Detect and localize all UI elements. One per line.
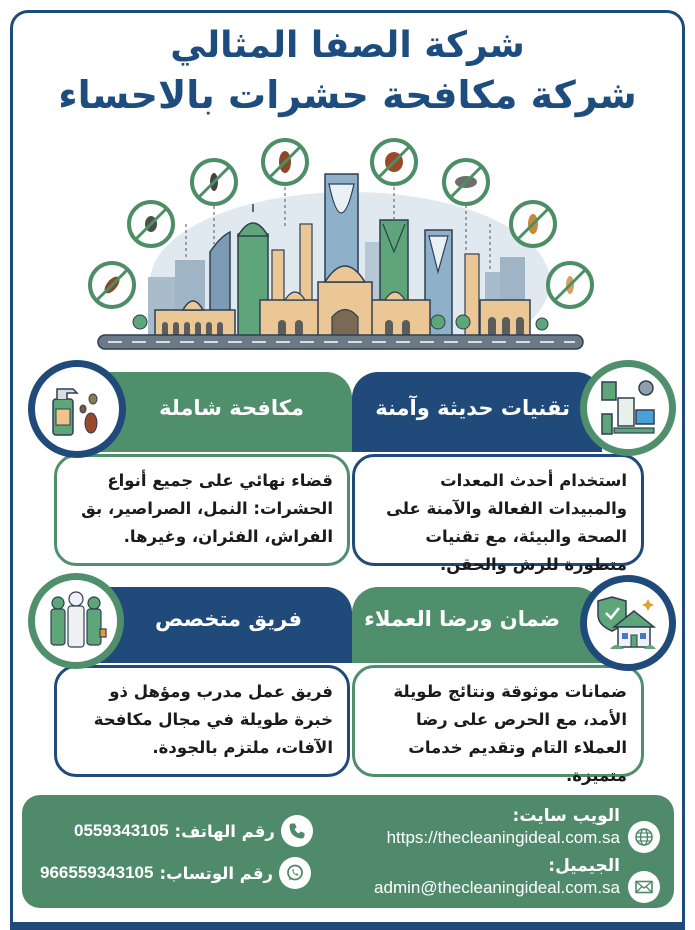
card-modern-tech: [352, 372, 672, 572]
company-tagline: شركة مكافحة حشرات بالاحساء: [58, 73, 637, 117]
card-comprehensive: [22, 372, 352, 572]
whatsapp-number[interactable]: 966559343105: [40, 863, 154, 882]
guarantee-badge: [580, 575, 676, 671]
card-title: ضمان ورضا العملاء: [364, 607, 560, 631]
team-badge: [28, 573, 124, 669]
email-link[interactable]: admin@thecleaningideal.com.sa: [374, 878, 620, 897]
contact-footer: [22, 795, 674, 908]
email-contact: [374, 851, 660, 903]
website-contact: [387, 801, 660, 853]
whatsapp-contact: [40, 857, 311, 889]
card-team: [22, 587, 352, 782]
phone-label: رقم الهاتف:: [174, 821, 275, 841]
website-label: الويب سايت:: [512, 806, 620, 826]
phone-number[interactable]: 0559343105: [74, 821, 169, 840]
card-body: قضاء نهائي على جميع أنواع الحشرات: النمل، الصراصير، بق الفراش، الفئران، وغيرها.: [54, 454, 350, 566]
bottom-border: [10, 922, 685, 930]
shield-house-icon: [596, 591, 660, 655]
equipment-badge: [580, 360, 676, 456]
card-body: ضمانات موثوقة ونتائج طويلة الأمد، مع الحرص على رضا العملاء التام وتقديم خدمات متميزة.: [352, 665, 644, 777]
spray-bottle-icon: [45, 377, 109, 441]
card-body: فريق عمل مدرب ومؤهل ذو خبرة طويلة في مجال مكافحة الآفات، ملتزم بالجودة.: [54, 665, 350, 777]
company-name: شركة الصفا المثالي: [170, 25, 525, 66]
card-title: فريق متخصص: [155, 607, 302, 631]
phone-contact: [74, 815, 313, 847]
skyline-illustration: [80, 132, 620, 350]
phone-icon: [281, 815, 313, 847]
team-icon: [44, 589, 108, 653]
spray-badge: [28, 360, 126, 458]
card-body: استخدام أحدث المعدات والمبيدات الفعالة والآمنة على الصحة والبيئة، مع تقنيات متطورة للرش والحقن.: [352, 454, 644, 566]
card-title: مكافحة شاملة: [159, 396, 304, 420]
email-label: الجيميل:: [548, 856, 620, 876]
card-guarantee: [352, 587, 672, 785]
globe-icon: [628, 821, 660, 853]
website-link[interactable]: https://thecleaningideal.com.sa: [386, 828, 620, 847]
whatsapp-icon: [279, 857, 311, 889]
whatsapp-label: رقم الوتساب:: [159, 863, 274, 883]
equipment-icon: [596, 376, 660, 440]
card-title: تقنيات حديثة وآمنة: [375, 396, 570, 420]
envelope-icon: [628, 871, 660, 903]
